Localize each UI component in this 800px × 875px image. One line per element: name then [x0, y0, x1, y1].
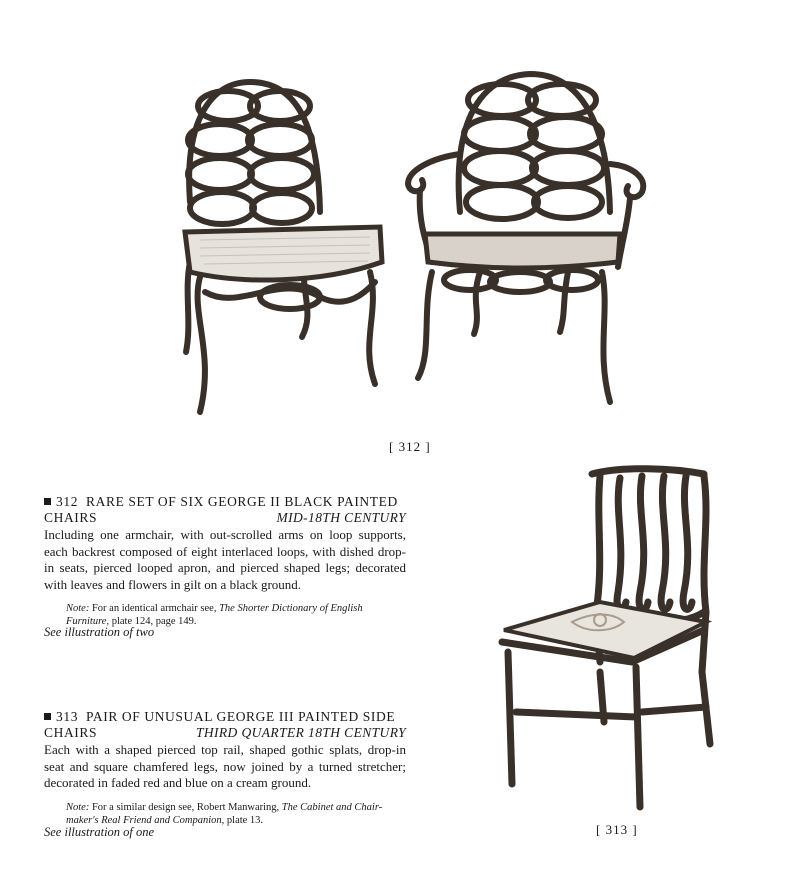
side-chair-loop — [190, 192, 254, 224]
lot-313-note — [66, 801, 406, 827]
lot-title: RARE SET OF SIX GEORGE II BLACK PAINTED — [86, 494, 398, 509]
lot-313-figure-caption: [ 313 ] — [596, 822, 638, 837]
lot-313-photo — [492, 462, 732, 814]
armchair-loop — [532, 151, 604, 185]
armchair-loop — [530, 117, 602, 151]
lot-312-heading — [44, 494, 406, 526]
lot-number: 312 — [56, 494, 79, 509]
armchair-seat — [425, 234, 620, 268]
side-chair-loop — [248, 124, 312, 156]
note-reference: The Shorter Dictionary of English Furniture, — [66, 603, 363, 627]
note-text: For an identical armchair see, — [89, 603, 220, 614]
lot-313-description: Each with a shaped pierced top rail, shaped gothic splats, drop-in seat and square chamfered legs, now joined by a turned stretcher; decorated in faded red and blue on a cream ground. — [44, 742, 406, 790]
front-leg-left — [508, 652, 512, 784]
lot-period: MID-18TH CENTURY — [276, 510, 406, 525]
lot-title-continued: CHAIRS — [44, 725, 98, 740]
lot-number: 313 — [56, 709, 79, 724]
lot-312-see-illustration: See illustration of two — [44, 625, 155, 639]
note-text: plate 124, page 149. — [109, 616, 197, 627]
turned-stretcher — [516, 712, 636, 717]
lot-312-photo — [170, 62, 650, 434]
lot-period: THIRD QUARTER 18TH CENTURY — [195, 725, 406, 740]
splat — [683, 476, 692, 609]
lot-313-heading — [44, 709, 406, 741]
side-chair-loop — [188, 124, 252, 156]
bullet-icon — [44, 713, 51, 720]
back-post-right — [702, 476, 706, 672]
lot-313 — [44, 709, 406, 827]
lot-title: PAIR OF UNUSUAL GEORGE III PAINTED SIDE — [86, 709, 396, 724]
side-chair-loop — [188, 158, 252, 190]
armchair-loop — [466, 185, 538, 219]
armchair-loop — [534, 186, 602, 218]
note-label: Note: — [66, 603, 90, 614]
gothic-chair-image — [492, 462, 732, 814]
side-chair-loop — [252, 193, 312, 223]
note-text: For a similar design see, Robert Manwaring, — [89, 801, 282, 813]
armchair-left-arm — [408, 154, 460, 191]
lot-313-see-illustration: See illustration of one — [44, 825, 155, 839]
note-text: plate 13. — [224, 814, 264, 826]
loop-chairs-image — [170, 62, 650, 434]
lot-313-title-row-2 — [44, 725, 406, 741]
splat — [617, 478, 626, 609]
side-chair-loop — [250, 158, 314, 190]
lot-title-continued: CHAIRS — [44, 510, 98, 525]
bullet-icon — [44, 498, 51, 505]
armchair-loop — [464, 117, 536, 151]
lot-312-figure-caption: [ 312 ] — [389, 439, 431, 454]
splat — [661, 476, 670, 609]
splat — [639, 476, 648, 609]
lot-313-title-row — [44, 709, 406, 725]
lot-312-title-row — [44, 494, 406, 510]
front-leg-right — [636, 667, 640, 807]
armchair-right-arm — [610, 164, 643, 197]
lot-312 — [44, 494, 406, 628]
note-reference: The Cabinet and Chair-maker's Real Friend and Companion, — [66, 801, 383, 826]
lot-312-description: Including one armchair, with out-scrolled arms on loop supports, each backrest composed of eight interlaced loops, with dished drop-in seats, pierced looped apron, and pierced shaped legs; decorated with leaves and flowers in gilt on a black ground. — [44, 527, 406, 592]
lot-312-title-row-2 — [44, 510, 406, 526]
armchair-loop — [464, 151, 536, 185]
note-label: Note: — [66, 801, 90, 813]
